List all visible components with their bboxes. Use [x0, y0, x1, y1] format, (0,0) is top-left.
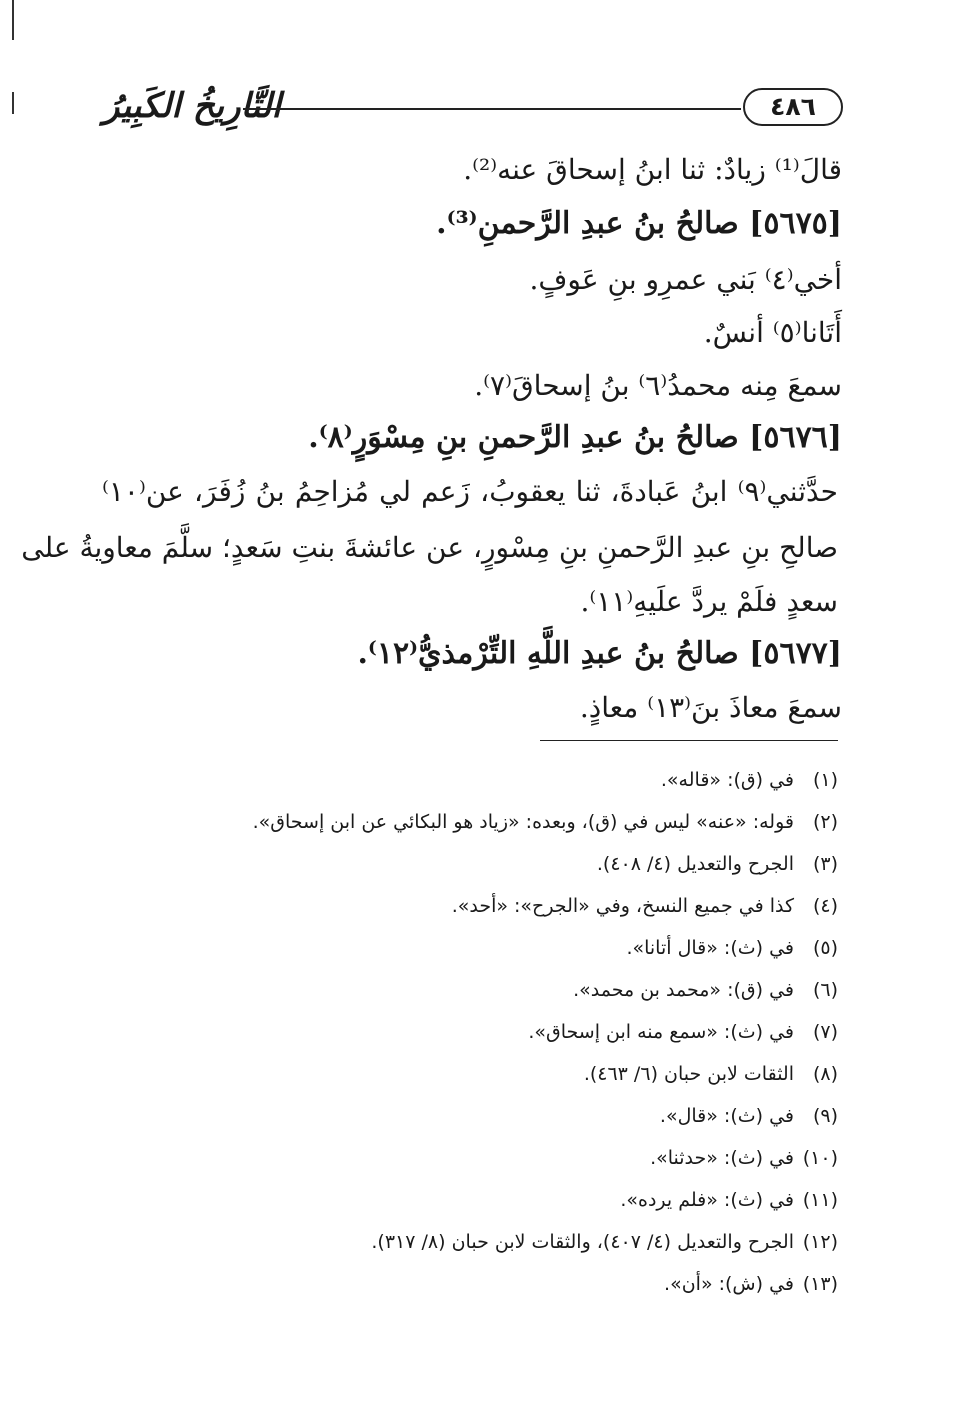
text-line: حدَّثني⁽٩⁾ ابنُ عَبادةَ، ثنا يعقوبُ، زَعم لي مُزاحِمُ بنُ زُفَرَ، عن⁽١٠⁾ — [102, 475, 838, 508]
footnote — [664, 1270, 838, 1298]
footnote — [660, 1102, 838, 1130]
footnote-text: قوله: «عنه» ليس في (ق)، وبعده: «زياد هو البكائي عن ابن إسحاق». — [252, 811, 794, 833]
footnote-text: في (ث): «سمع منه ابن إسحاق». — [528, 1021, 794, 1043]
footnote-number: (٢) — [812, 811, 838, 833]
footnote-text: في (ث): «حدثنا». — [650, 1147, 794, 1169]
footnote-number: (١٢) — [802, 1231, 838, 1253]
footnote — [584, 1060, 838, 1088]
footnote-text: الجرح والتعديل (٤/ ٤٠٧)، والثقات لابن حبان (٨/ ٣١٧). — [371, 1231, 794, 1253]
entry-heading-5677: [٥٦٧٧] صالحُ بنُ عبدِ اللَّهِ التِّرْمذيُّ⁽١٢⁾. — [357, 636, 842, 671]
footnote-text: في (ق): «محمد بن محمد». — [573, 979, 794, 1001]
footnote-text: في (ش): «أن». — [664, 1273, 794, 1295]
scan-edge-mark — [12, 0, 14, 40]
book-title: التَّارِيخُ الكَبِيرُ — [103, 86, 281, 126]
footnote-text: في (ث): «قال». — [659, 1105, 794, 1127]
footnote-number: (٣) — [812, 853, 838, 875]
text-line: سمعَ مِنه محمدُ⁽٦⁾ بنُ إسحاقَ⁽٧⁾. — [474, 369, 842, 402]
footnote — [626, 934, 838, 962]
footnote — [452, 892, 838, 920]
footnote-number: (١٣) — [802, 1273, 838, 1295]
header-rule — [243, 108, 741, 110]
entry-heading-5676: [٥٦٧٦] صالحُ بنُ عبدِ الرَّحمنِ بنِ مِسْوَرٍ⁽٨⁾. — [308, 420, 842, 455]
footnote — [253, 808, 838, 836]
footnote-text: كذا في جميع النسخ، وفي «الجرح»: «أحد». — [451, 895, 794, 917]
footnote — [661, 766, 838, 794]
footnote-text: في (ث): «فلم يرده». — [620, 1189, 794, 1211]
footnote-number: (٧) — [812, 1021, 838, 1043]
footnote-number: (٤) — [812, 895, 838, 917]
footnote-number: (١١) — [802, 1189, 838, 1211]
text-line: أَتَانا⁽٥⁾ أنسٌ. — [703, 316, 842, 349]
footnote-number: (٦) — [812, 979, 838, 1001]
footnote — [371, 1228, 838, 1256]
scan-edge-mark — [12, 92, 14, 114]
page-header — [95, 82, 845, 142]
footnote-number: (٩) — [812, 1105, 838, 1127]
entry-heading-5675: [٥٦٧٥] صالحُ بنُ عبدِ الرَّحمنِ⁽³⁾. — [436, 206, 842, 241]
text-line: سعدٍ فلَمْ يردَّ علَيهِ⁽١١⁾. — [580, 585, 838, 618]
footnote — [597, 850, 838, 878]
text-line: أخي⁽٤⁾ بَني عمرِو بنِ عَوفٍ. — [529, 263, 842, 296]
footnote-text: الجرح والتعديل (٤/ ٤٠٨). — [596, 853, 794, 875]
footnote — [620, 1186, 838, 1214]
footnote — [573, 976, 838, 1004]
footnote-text: في (ق): «قاله». — [660, 769, 794, 791]
footnote-divider — [540, 740, 838, 741]
footnote-number: (١) — [812, 769, 838, 791]
footnote-text: في (ث): «قال أتانا». — [626, 937, 794, 959]
footnote — [650, 1144, 838, 1172]
footnote-number: (٨) — [812, 1063, 838, 1085]
footnote-number: (٥) — [812, 937, 838, 959]
page-number: ٤٨٦ — [743, 88, 843, 126]
text-line: قالَ⁽¹⁾ زيادٌ: ثنا ابنُ إسحاقَ عنه⁽²⁾. — [463, 153, 842, 186]
footnote-number: (١٠) — [802, 1147, 838, 1169]
text-line: صالحِ بنِ عبدِ الرَّحمنِ بنِ مِسْورٍ، عن عائشةَ بنتِ سَعدٍ؛ سلَّمَ معاويةُ على — [21, 531, 838, 564]
footnote — [528, 1018, 838, 1046]
text-line: سمعَ معاذَ بنَ⁽١٣⁾ معاذٍ. — [579, 691, 842, 724]
footnote-text: الثقات لابن حبان (٦/ ٤٦٣). — [583, 1063, 794, 1085]
